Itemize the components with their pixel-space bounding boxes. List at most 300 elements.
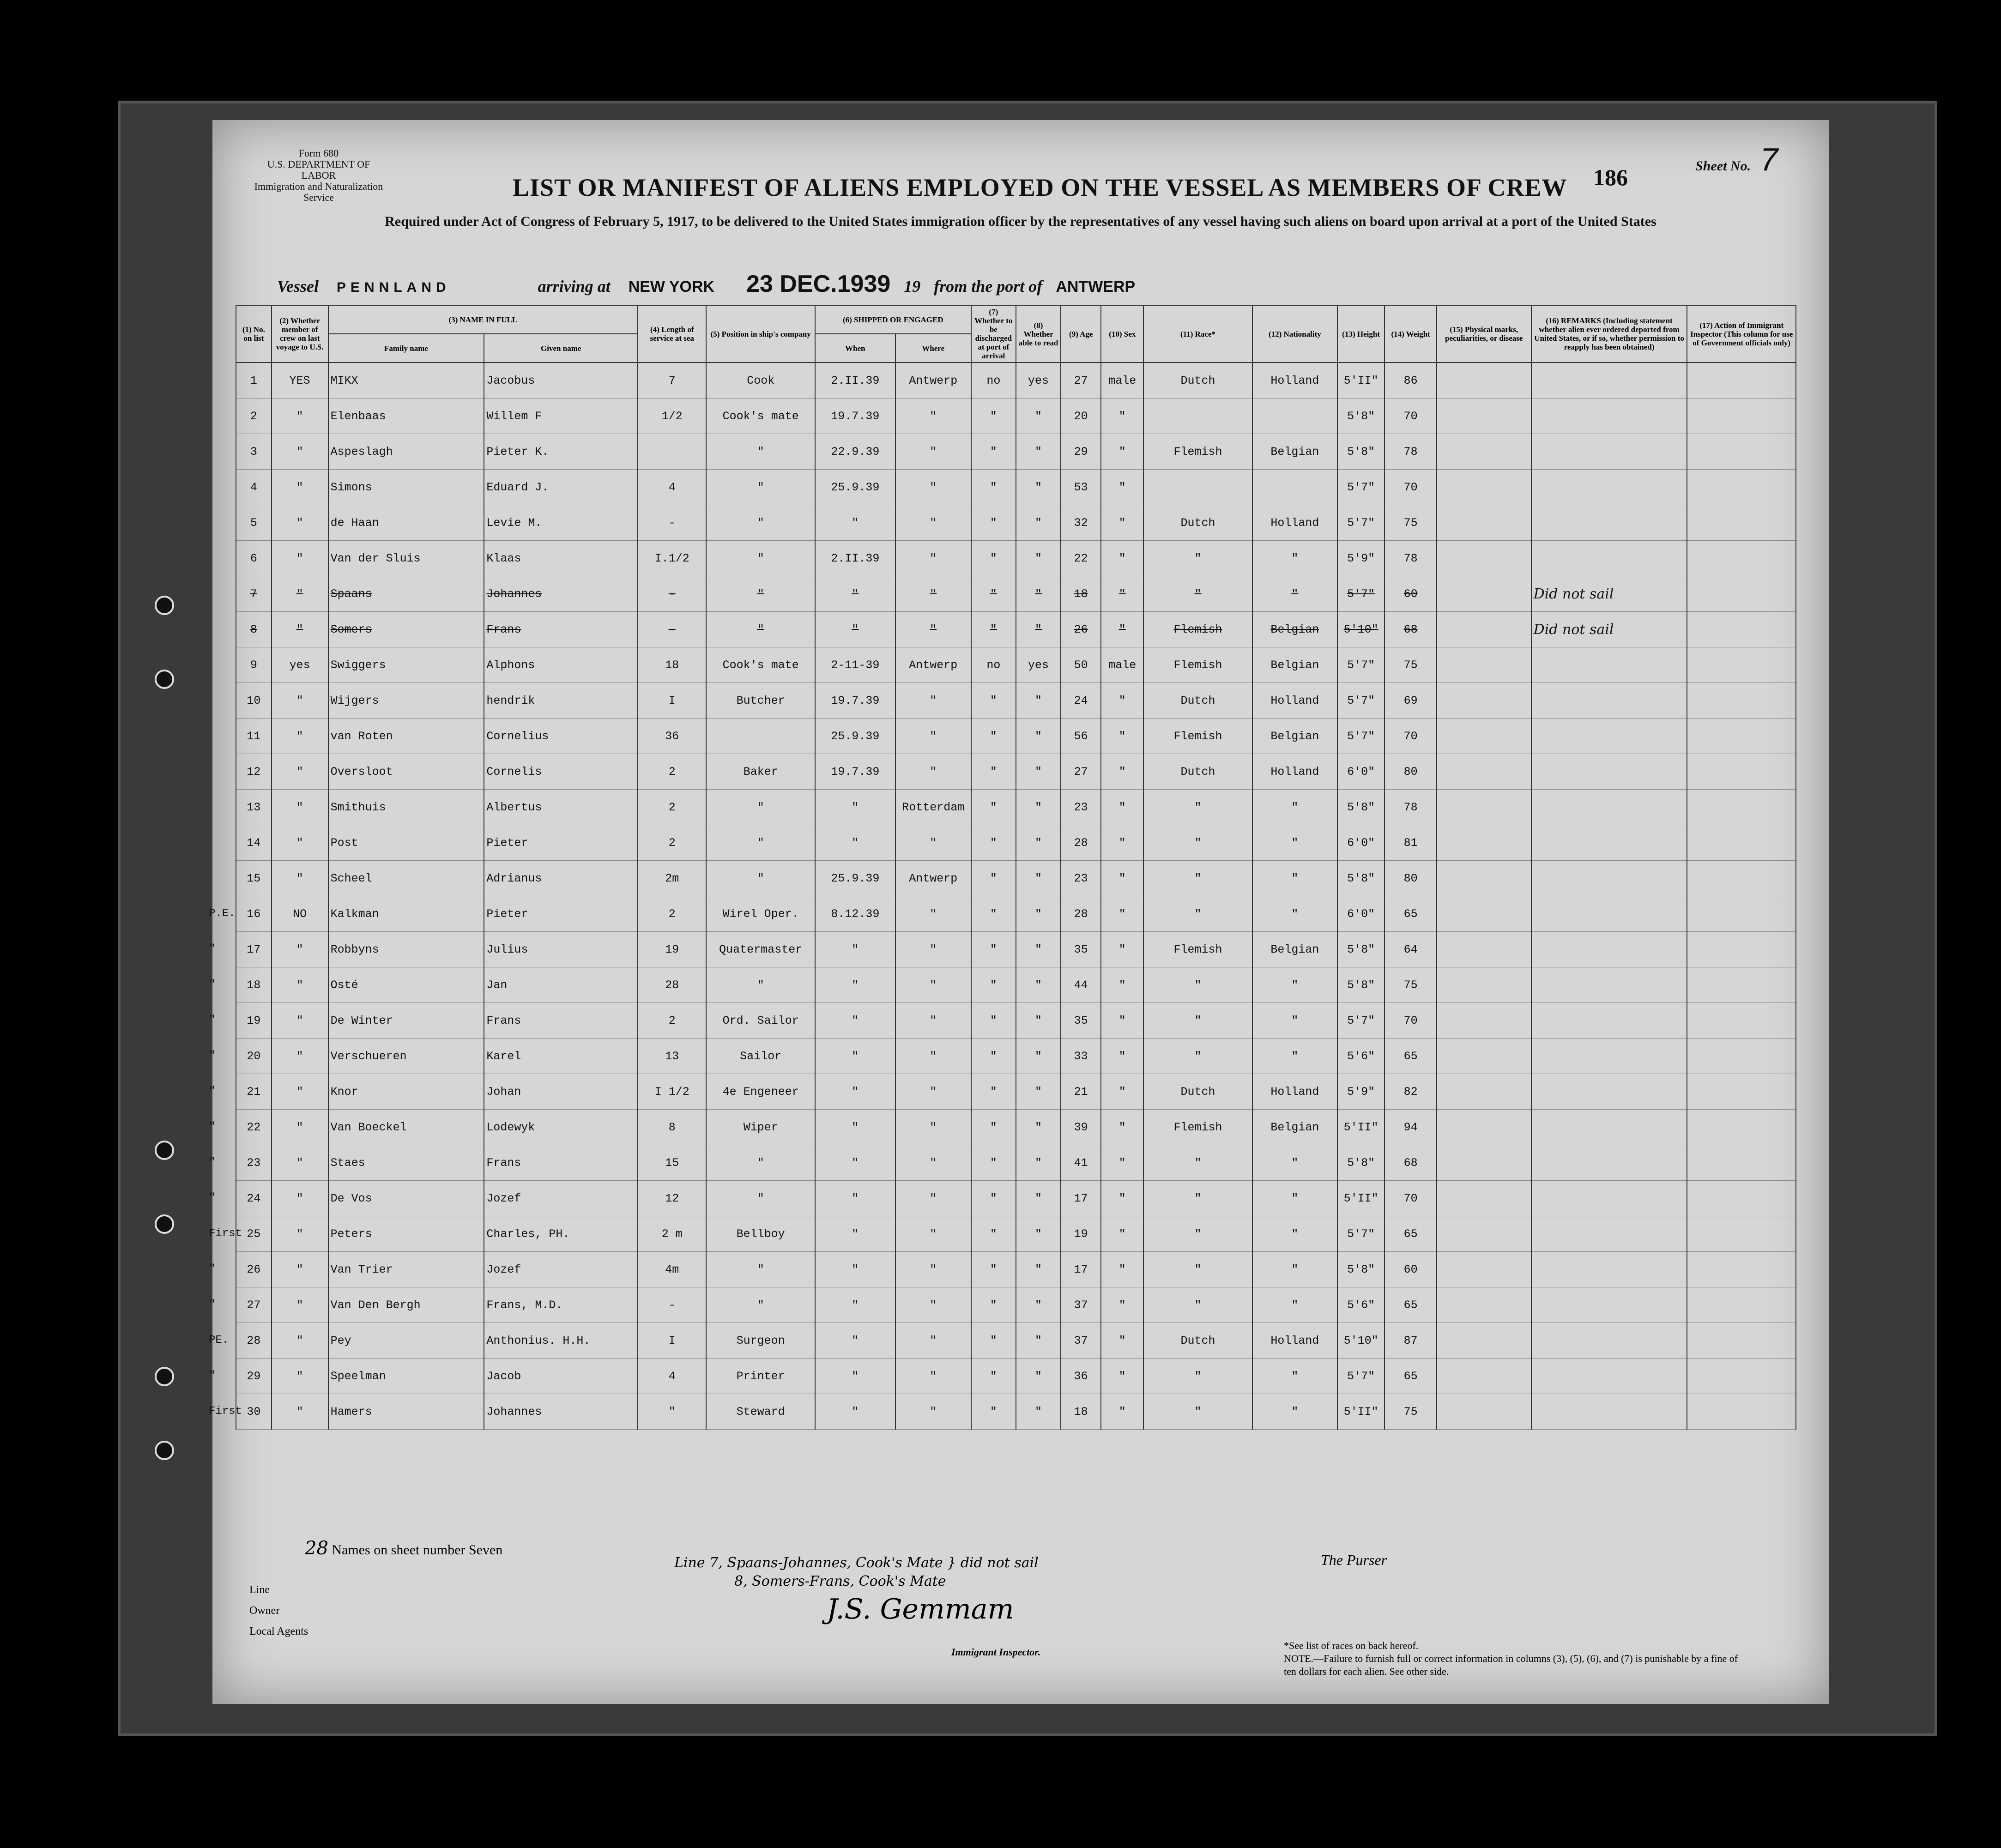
cell-last-voyage: " xyxy=(272,1394,328,1430)
cell-remarks: Did not sail xyxy=(1531,576,1687,612)
row-prefix: " xyxy=(209,1120,216,1133)
cell-shipped-when: " xyxy=(815,1252,895,1287)
cell-sex: " xyxy=(1101,576,1143,612)
cell-position: Baker xyxy=(706,754,815,790)
cell-race: " xyxy=(1143,1359,1252,1394)
cell-shipped-where: " xyxy=(895,1287,971,1323)
cell-nationality: " xyxy=(1252,1003,1337,1039)
row-number-text: 27 xyxy=(247,1298,261,1312)
cell-position: Wiper xyxy=(706,1110,815,1145)
cell-shipped-when: " xyxy=(815,825,895,861)
cell-row-number xyxy=(236,434,272,470)
cell-able-to-read: " xyxy=(1016,612,1061,647)
cell-row-number xyxy=(209,932,272,967)
cell-weight: 70 xyxy=(1384,1181,1437,1216)
cell-height: 6'0" xyxy=(1337,896,1384,932)
cell-position: Cook's mate xyxy=(706,647,815,683)
cell-weight: 65 xyxy=(1384,1287,1437,1323)
cell-nationality: " xyxy=(1252,896,1337,932)
cell-physical-marks xyxy=(1437,790,1531,825)
cell-nationality: Holland xyxy=(1252,754,1337,790)
cell-weight: 65 xyxy=(1384,1216,1437,1252)
cell-nationality: Holland xyxy=(1252,1323,1337,1359)
cell-weight: 75 xyxy=(1384,647,1437,683)
cell-nationality: " xyxy=(1252,825,1337,861)
cell-remarks xyxy=(1531,1145,1687,1181)
cell-discharged: no xyxy=(971,647,1016,683)
cell-physical-marks xyxy=(1437,1145,1531,1181)
cell-age: 20 xyxy=(1061,399,1101,434)
cell-sex: " xyxy=(1101,683,1143,719)
row-number-text: 16 xyxy=(247,907,261,921)
cell-height: 5'7" xyxy=(1337,470,1384,505)
cell-inspector-action xyxy=(1687,1003,1796,1039)
cell-row-number xyxy=(236,612,272,647)
cell-height: 5'II" xyxy=(1337,362,1384,399)
cell-family-name: De Vos xyxy=(328,1181,484,1216)
cell-inspector-action xyxy=(1687,1323,1796,1359)
cell-nationality: " xyxy=(1252,576,1337,612)
cell-remarks xyxy=(1531,470,1687,505)
cell-sex: " xyxy=(1101,932,1143,967)
cell-position: " xyxy=(706,790,815,825)
cell-race: Flemish xyxy=(1143,612,1252,647)
cell-shipped-when: " xyxy=(815,1323,895,1359)
cell-weight: 80 xyxy=(1384,754,1437,790)
cell-position: Butcher xyxy=(706,683,815,719)
cell-able-to-read: " xyxy=(1016,790,1061,825)
cell-remarks xyxy=(1531,790,1687,825)
cell-discharged: " xyxy=(971,754,1016,790)
row-number-text: 17 xyxy=(247,942,261,956)
cell-service-length: - xyxy=(638,1287,706,1323)
cell-shipped-where: " xyxy=(895,1252,971,1287)
cell-remarks xyxy=(1531,1394,1687,1430)
col-weight: (14) Weight xyxy=(1384,305,1437,362)
cell-remarks xyxy=(1531,1359,1687,1394)
cell-race: Dutch xyxy=(1143,505,1252,541)
cell-physical-marks xyxy=(1437,683,1531,719)
row-prefix: " xyxy=(209,978,216,991)
cell-given-name: Jacobus xyxy=(484,362,638,399)
cell-age: 18 xyxy=(1061,1394,1101,1430)
cell-sex: " xyxy=(1101,790,1143,825)
cell-shipped-where: " xyxy=(895,1039,971,1074)
cell-row-number xyxy=(209,1359,272,1394)
cell-inspector-action xyxy=(1687,612,1796,647)
cell-last-voyage: " xyxy=(272,1287,328,1323)
row-prefix: " xyxy=(209,942,216,955)
vessel-label: Vessel xyxy=(277,277,319,296)
cell-physical-marks xyxy=(1437,1287,1531,1323)
cell-row-number xyxy=(209,1287,272,1323)
cell-physical-marks xyxy=(1437,1252,1531,1287)
cell-discharged: " xyxy=(971,719,1016,754)
cell-shipped-when: 8.12.39 xyxy=(815,896,895,932)
cell-age: 35 xyxy=(1061,932,1101,967)
cell-inspector-action xyxy=(1687,683,1796,719)
cell-given-name: Frans xyxy=(484,1003,638,1039)
cell-remarks xyxy=(1531,362,1687,399)
cell-position: " xyxy=(706,861,815,896)
table-row xyxy=(236,932,1796,967)
cell-physical-marks xyxy=(1437,647,1531,683)
form-number: Form 680 xyxy=(298,147,339,159)
cell-position: Sailor xyxy=(706,1039,815,1074)
cell-position: Quatermaster xyxy=(706,932,815,967)
cell-family-name: Pey xyxy=(328,1323,484,1359)
arrival-date: 23 DEC.1939 xyxy=(746,271,891,297)
cell-weight: 60 xyxy=(1384,576,1437,612)
cell-shipped-when: " xyxy=(815,1359,895,1394)
cell-family-name: Elenbaas xyxy=(328,399,484,434)
cell-race: Flemish xyxy=(1143,719,1252,754)
cell-shipped-where: " xyxy=(895,1003,971,1039)
cell-shipped-when: 2-11-39 xyxy=(815,647,895,683)
cell-row-number xyxy=(236,399,272,434)
table-row xyxy=(236,541,1796,576)
cell-weight: 70 xyxy=(1384,470,1437,505)
row-prefix: " xyxy=(209,1085,216,1098)
cell-service-length: 28 xyxy=(638,967,706,1003)
cell-row-number xyxy=(209,1039,272,1074)
cell-sex: " xyxy=(1101,399,1143,434)
cell-position: Cook's mate xyxy=(706,399,815,434)
cell-given-name: Johan xyxy=(484,1074,638,1110)
names-text: Names on sheet number Seven xyxy=(332,1542,503,1558)
cell-service-length: 2 xyxy=(638,825,706,861)
footer-notes xyxy=(1284,1639,1746,1678)
cell-weight: 78 xyxy=(1384,434,1437,470)
row-prefix: " xyxy=(209,1369,216,1382)
cell-height: 5'II" xyxy=(1337,1181,1384,1216)
crew-rows xyxy=(209,362,1796,1430)
cell-race: Dutch xyxy=(1143,362,1252,399)
cell-able-to-read: " xyxy=(1016,505,1061,541)
col-where: Where xyxy=(895,334,971,362)
cell-discharged: " xyxy=(971,967,1016,1003)
col-no: (1) No. on list xyxy=(236,305,272,362)
cell-position: Wirel Oper. xyxy=(706,896,815,932)
cell-inspector-action xyxy=(1687,1145,1796,1181)
cell-discharged: " xyxy=(971,1074,1016,1110)
row-number-text: 11 xyxy=(247,729,261,743)
cell-service-length: - xyxy=(638,612,706,647)
cell-weight: 86 xyxy=(1384,362,1437,399)
cell-shipped-where: " xyxy=(895,470,971,505)
row-prefix: First xyxy=(209,1405,242,1418)
cell-row-number xyxy=(236,825,272,861)
cell-service-length: I.1/2 xyxy=(638,541,706,576)
cell-service-length: 4m xyxy=(638,1252,706,1287)
handwritten-note xyxy=(674,1554,1039,1591)
cell-row-number xyxy=(236,576,272,612)
row-number-text: 25 xyxy=(247,1227,261,1241)
cell-remarks xyxy=(1531,683,1687,719)
cell-family-name: Wijgers xyxy=(328,683,484,719)
cell-shipped-when: " xyxy=(815,1287,895,1323)
cell-weight: 64 xyxy=(1384,932,1437,967)
cell-service-length: - xyxy=(638,505,706,541)
cell-shipped-when: 19.7.39 xyxy=(815,754,895,790)
cell-last-voyage: " xyxy=(272,1252,328,1287)
col-family-name: Family name xyxy=(328,334,484,362)
cell-row-number xyxy=(236,470,272,505)
cell-remarks xyxy=(1531,1074,1687,1110)
cell-shipped-where: " xyxy=(895,612,971,647)
cell-age: 35 xyxy=(1061,1003,1101,1039)
cell-shipped-when: 25.9.39 xyxy=(815,719,895,754)
col-race: (11) Race* xyxy=(1143,305,1252,362)
cell-last-voyage: " xyxy=(272,505,328,541)
cell-age: 26 xyxy=(1061,612,1101,647)
cell-sex: " xyxy=(1101,1145,1143,1181)
cell-service-length: 2 xyxy=(638,790,706,825)
departure-port: ANTWERP xyxy=(1056,278,1136,296)
table-row xyxy=(236,1039,1796,1074)
cell-given-name: Jozef xyxy=(484,1252,638,1287)
cell-service-length: 2 xyxy=(638,754,706,790)
cell-last-voyage: " xyxy=(272,612,328,647)
cell-remarks xyxy=(1531,399,1687,434)
cell-age: 32 xyxy=(1061,505,1101,541)
cell-physical-marks xyxy=(1437,825,1531,861)
cell-service-length: " xyxy=(638,1394,706,1430)
cell-row-number xyxy=(209,967,272,1003)
cell-age: 22 xyxy=(1061,541,1101,576)
cell-last-voyage: NO xyxy=(272,896,328,932)
cell-last-voyage: " xyxy=(272,861,328,896)
cell-last-voyage: " xyxy=(272,576,328,612)
cell-age: 33 xyxy=(1061,1039,1101,1074)
cell-given-name: Albertus xyxy=(484,790,638,825)
cell-physical-marks xyxy=(1437,719,1531,754)
cell-family-name: Hamers xyxy=(328,1394,484,1430)
cell-inspector-action xyxy=(1687,1394,1796,1430)
cell-last-voyage: YES xyxy=(272,362,328,399)
cell-given-name: Cornelius xyxy=(484,719,638,754)
cell-service-length: 36 xyxy=(638,719,706,754)
cell-inspector-action xyxy=(1687,576,1796,612)
cell-remarks xyxy=(1531,754,1687,790)
cell-able-to-read: " xyxy=(1016,541,1061,576)
cell-nationality xyxy=(1252,470,1337,505)
cell-sex: " xyxy=(1101,434,1143,470)
requirement-text: Required under Act of Congress of February 5, 1917, to be delivered to the United States immigration officer by the representatives of any vessel having such aliens on board upon arrival at a port of the United States xyxy=(385,214,1656,229)
cell-height: 5'6" xyxy=(1337,1287,1384,1323)
sheet-label: Sheet No. xyxy=(1695,158,1751,174)
cell-inspector-action xyxy=(1687,932,1796,967)
cell-row-number xyxy=(236,754,272,790)
col-nationality: (12) Nationality xyxy=(1252,305,1337,362)
row-number-text: 10 xyxy=(247,694,261,707)
cell-shipped-when: " xyxy=(815,1181,895,1216)
cell-race xyxy=(1143,399,1252,434)
note-line-2: 8, Somers-Frans, Cook's Mate xyxy=(734,1573,946,1589)
cell-inspector-action xyxy=(1687,541,1796,576)
cell-age: 37 xyxy=(1061,1287,1101,1323)
cell-sex: " xyxy=(1101,896,1143,932)
note-line-1: Line 7, Spaans-Johannes, Cook's Mate } did not sail xyxy=(674,1555,1039,1571)
cell-row-number xyxy=(209,1323,272,1359)
cell-height: 5'7" xyxy=(1337,1216,1384,1252)
cell-height: 5'8" xyxy=(1337,967,1384,1003)
cell-position: Steward xyxy=(706,1394,815,1430)
row-prefix: " xyxy=(209,1049,216,1062)
cell-shipped-when: 2.II.39 xyxy=(815,362,895,399)
col-read: (8) Whether able to read xyxy=(1016,305,1061,362)
row-prefix: First xyxy=(209,1227,242,1240)
row-number-text: 2 xyxy=(250,409,257,423)
cell-able-to-read: " xyxy=(1016,1323,1061,1359)
cell-remarks xyxy=(1531,896,1687,932)
row-prefix: " xyxy=(209,1262,216,1275)
cell-row-number xyxy=(209,1181,272,1216)
cell-height: 5'II" xyxy=(1337,1394,1384,1430)
table-row xyxy=(236,1003,1796,1039)
cell-position: Bellboy xyxy=(706,1216,815,1252)
cell-able-to-read: " xyxy=(1016,754,1061,790)
cell-shipped-where: " xyxy=(895,1216,971,1252)
cell-race: " xyxy=(1143,1039,1252,1074)
cell-physical-marks xyxy=(1437,1323,1531,1359)
cell-row-number xyxy=(236,505,272,541)
row-number-text: 7 xyxy=(250,587,257,601)
cell-service-length: 7 xyxy=(638,362,706,399)
table-row xyxy=(236,434,1796,470)
cell-position: " xyxy=(706,505,815,541)
cell-last-voyage: " xyxy=(272,399,328,434)
cell-physical-marks xyxy=(1437,362,1531,399)
punch-hole xyxy=(155,1214,174,1234)
cell-physical-marks xyxy=(1437,1003,1531,1039)
cell-last-voyage: " xyxy=(272,1110,328,1145)
cell-given-name: Adrianus xyxy=(484,861,638,896)
cell-shipped-when: " xyxy=(815,1110,895,1145)
cell-shipped-when: " xyxy=(815,612,895,647)
cell-position: Surgeon xyxy=(706,1323,815,1359)
cell-service-length: 19 xyxy=(638,932,706,967)
row-prefix: " xyxy=(209,1014,216,1027)
cell-height: 5'9" xyxy=(1337,541,1384,576)
col-service: (4) Length of service at sea xyxy=(638,305,706,362)
cell-physical-marks xyxy=(1437,470,1531,505)
cell-inspector-action xyxy=(1687,754,1796,790)
cell-position: " xyxy=(706,967,815,1003)
cell-service-length: 12 xyxy=(638,1181,706,1216)
cell-given-name: Willem F xyxy=(484,399,638,434)
cell-inspector-action xyxy=(1687,861,1796,896)
cell-discharged: " xyxy=(971,861,1016,896)
cell-height: 6'0" xyxy=(1337,825,1384,861)
cell-row-number xyxy=(236,719,272,754)
cell-last-voyage: " xyxy=(272,1359,328,1394)
cell-given-name: Frans xyxy=(484,1145,638,1181)
cell-remarks xyxy=(1531,932,1687,967)
cell-given-name: hendrik xyxy=(484,683,638,719)
cell-height: 5'8" xyxy=(1337,1145,1384,1181)
cell-last-voyage: " xyxy=(272,1039,328,1074)
cell-inspector-action xyxy=(1687,790,1796,825)
table-row xyxy=(236,647,1796,683)
cell-service-length: 4 xyxy=(638,1359,706,1394)
cell-discharged: " xyxy=(971,1039,1016,1074)
cell-remarks xyxy=(1531,1252,1687,1287)
races-note: *See list of races on back hereof. xyxy=(1284,1640,1419,1651)
cell-service-length: 4 xyxy=(638,470,706,505)
cell-last-voyage: " xyxy=(272,790,328,825)
cell-race: " xyxy=(1143,1287,1252,1323)
cell-remarks xyxy=(1531,434,1687,470)
table-row xyxy=(236,399,1796,434)
names-count: 28 xyxy=(305,1538,328,1559)
row-prefix: " xyxy=(209,1191,216,1204)
cell-sex: " xyxy=(1101,1359,1143,1394)
cell-sex: male xyxy=(1101,362,1143,399)
cell-position: " xyxy=(706,434,815,470)
cell-shipped-where: Antwerp xyxy=(895,647,971,683)
cell-height: 5'8" xyxy=(1337,932,1384,967)
cell-shipped-when: " xyxy=(815,505,895,541)
cell-inspector-action xyxy=(1687,1181,1796,1216)
cell-service-length: 15 xyxy=(638,1145,706,1181)
cell-inspector-action xyxy=(1687,1074,1796,1110)
col-age: (9) Age xyxy=(1061,305,1101,362)
row-number-text: 4 xyxy=(250,480,257,494)
cell-height: 5'6" xyxy=(1337,1039,1384,1074)
row-number-text: 6 xyxy=(250,551,257,565)
cell-race: " xyxy=(1143,1145,1252,1181)
cell-able-to-read: " xyxy=(1016,1216,1061,1252)
cell-race xyxy=(1143,470,1252,505)
cell-position xyxy=(706,719,815,754)
cell-shipped-where: " xyxy=(895,754,971,790)
cell-able-to-read: " xyxy=(1016,1110,1061,1145)
cell-weight: 94 xyxy=(1384,1110,1437,1145)
cell-shipped-where: " xyxy=(895,1323,971,1359)
cell-height: 5'8" xyxy=(1337,861,1384,896)
cell-height: 5'II" xyxy=(1337,1110,1384,1145)
cell-race: " xyxy=(1143,825,1252,861)
table-row xyxy=(236,1216,1796,1252)
cell-height: 5'7" xyxy=(1337,719,1384,754)
cell-shipped-where: " xyxy=(895,1145,971,1181)
cell-remarks xyxy=(1531,1181,1687,1216)
cell-discharged: " xyxy=(971,932,1016,967)
cell-shipped-where: " xyxy=(895,1074,971,1110)
names-count-line xyxy=(305,1538,502,1559)
cell-service-length: I xyxy=(638,1323,706,1359)
cell-discharged: " xyxy=(971,1145,1016,1181)
cell-family-name: Kalkman xyxy=(328,896,484,932)
cell-shipped-where: " xyxy=(895,576,971,612)
cell-remarks xyxy=(1531,647,1687,683)
cell-age: 17 xyxy=(1061,1181,1101,1216)
cell-age: 56 xyxy=(1061,719,1101,754)
row-prefix: " xyxy=(209,1156,216,1169)
cell-discharged: " xyxy=(971,1252,1016,1287)
cell-given-name: Karel xyxy=(484,1039,638,1074)
cell-race: " xyxy=(1143,896,1252,932)
cell-discharged: " xyxy=(971,896,1016,932)
cell-race: " xyxy=(1143,967,1252,1003)
col-sex: (10) Sex xyxy=(1101,305,1143,362)
cell-remarks xyxy=(1531,861,1687,896)
cell-last-voyage: yes xyxy=(272,647,328,683)
cell-physical-marks xyxy=(1437,896,1531,932)
punch-hole xyxy=(155,1367,174,1386)
cell-position: " xyxy=(706,470,815,505)
